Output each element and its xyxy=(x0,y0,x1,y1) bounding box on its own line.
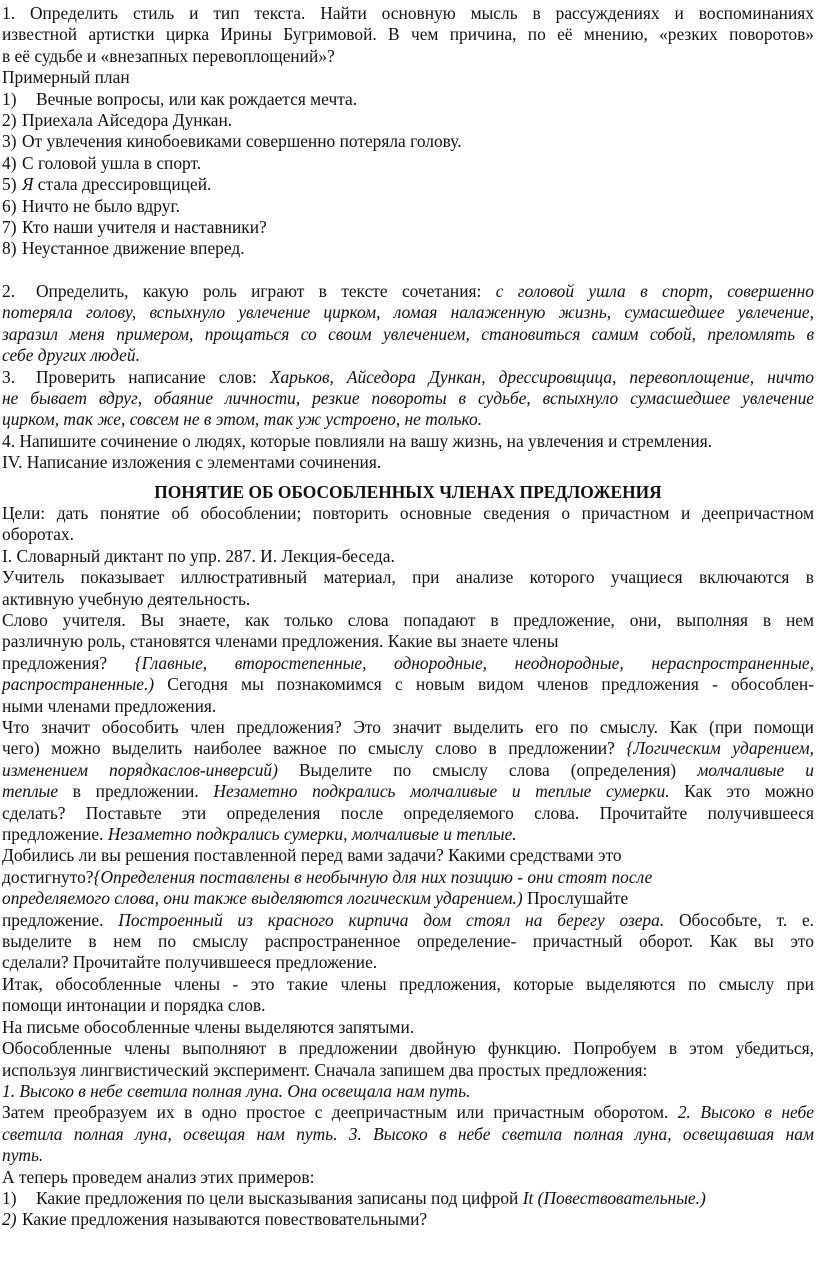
spacer xyxy=(2,260,814,281)
task-2-line: потеряла голову, вспыхнуло увлечение цирком, ломая налаженную жизнь, сумасшедшее увлечение, xyxy=(2,302,814,323)
plan-number: 1) xyxy=(2,88,17,109)
task-3-line: не бывает вдруг, обаяние личности, резкие повороты в судьбе, вспыхнуло сумасшедшее увлечение xyxy=(2,387,814,408)
lesson-step: I. Словарный диктант по упр. 287. И. Лекция-беседа. xyxy=(2,545,395,566)
body-line: Итак, обособленные члены - это такие члены предложения, которые выделяются по смыслу при xyxy=(2,973,814,994)
body-text: Прослушайте xyxy=(522,888,629,909)
body-text-italic: {Главные, второстепенные, однородные, неоднородные, нераспространенные, xyxy=(134,652,814,673)
body-text-italic: Незаметно подкрались сумерки, молчаливые и теплые. xyxy=(107,824,517,845)
plan-text: Вечные вопросы, или как рождается мечта. xyxy=(36,88,358,109)
body-line xyxy=(2,824,814,845)
body-text-italic: Построенный из красного кирпича дом стоял на берегу озера. xyxy=(118,909,665,930)
plan-number: 7) xyxy=(2,217,17,238)
body-line: Учитель показывает иллюстративный материал, при анализе которого учащиеся включаются в xyxy=(2,567,814,588)
body-text-italic: изменением порядкаслов-инверсий) xyxy=(2,759,278,780)
section-title: ПОНЯТИЕ ОБ ОБОСОБЛЕННЫХ ЧЛЕНАХ ПРЕДЛОЖЕНИЯ xyxy=(154,481,662,502)
task-1-line: известной артистки цирка Ирины Бугримовой. В чем причина, по её мнению, «резких поворотов» xyxy=(2,24,814,45)
plan-item xyxy=(2,110,814,131)
body-line: различную роль, становятся членами предложения. Какие вы знаете члены xyxy=(2,631,559,652)
body-line: Обособленные члены выполняют в предложении двойную функцию. Попробуем в этом убедиться, xyxy=(2,1038,814,1059)
goals-line: Цели: дать понятие об обособлении; повторить основные сведения о причастном и деепричастном xyxy=(2,502,814,523)
example-line: 1. Высоко в небе светила полная луна. Она освещала нам путь. xyxy=(2,1080,471,1101)
body-line xyxy=(2,1102,814,1123)
body-text-italic: {Определения поставлены в необычную для них позицию - они стоят после xyxy=(93,866,653,887)
question-text-italic: It (Повествовательные.) xyxy=(522,1187,706,1208)
plan-item xyxy=(2,217,814,238)
task-number: 2. xyxy=(2,280,16,301)
body-text: предложение. xyxy=(2,824,108,845)
plan-text: Приехала Айседора Дункан. xyxy=(22,110,233,131)
plan-item xyxy=(2,153,814,174)
plan-item xyxy=(2,131,814,152)
body-line: Что значит обособить член предложения? Это значит выделить его по смыслу. Как (при помощи xyxy=(2,717,814,737)
example-line: путь. xyxy=(2,1145,44,1166)
plan-number: 8) xyxy=(2,238,17,259)
question-number: 2) xyxy=(2,1209,17,1230)
task-2-line: заразил меня примером, прощаться со своим увлечением, становиться самим собой, преломлять в xyxy=(2,323,814,344)
body-line xyxy=(2,738,814,759)
question-item xyxy=(2,1188,814,1209)
body-line xyxy=(2,674,814,695)
plan-text: Ничто не было вдруг. xyxy=(22,195,180,216)
plan-number: 3) xyxy=(2,131,17,152)
plan-text: С головой ушла в спорт. xyxy=(22,152,202,173)
task-number: 3. xyxy=(2,366,16,387)
task-text: Определить, какую роль играют в тексте сочетания: xyxy=(36,280,496,301)
plan-number: 2) xyxy=(2,110,17,131)
question-number: 1) xyxy=(2,1187,17,1208)
body-text: достигнуто? xyxy=(2,866,94,887)
plan-heading: Примерный план xyxy=(2,67,130,88)
body-text: Сегодня мы познакомимся с новым видом членов предложения - обособлен- xyxy=(154,674,814,695)
plan-item xyxy=(2,238,814,259)
task-2-line: себе других людей. xyxy=(2,345,140,366)
body-text-italic: определяемого слова, они также выделяются логическим ударением.) xyxy=(2,888,523,909)
plan-text: стала дрессировщицей. xyxy=(33,174,212,195)
body-text: чего) можно выделить наиболее важное по смыслу слово в предложении? xyxy=(2,738,627,759)
plan-text: От увлечения кинобоевиками совершенно потеряла голову. xyxy=(22,131,462,152)
body-text: Затем преобразуем их в одно простое с деепричастным или причастным оборотом. xyxy=(2,1102,678,1123)
body-line xyxy=(2,760,814,781)
body-text: Выделите по смыслу слова (определения) xyxy=(277,759,698,780)
task-1-line: в её судьбе и «внезапных перевоплощений»? xyxy=(2,45,335,66)
body-line: Слово учителя. Вы знаете, как только слова попадают в предложение, они, выполняя в нем xyxy=(2,609,814,630)
body-text-italic: Незаметно подкрались молчаливые и теплые сумерки. xyxy=(213,781,670,802)
body-line: помощи интонации и порядка слов. xyxy=(2,995,266,1016)
body-line: А теперь проведем анализ этих примеров: xyxy=(2,1166,315,1187)
task-text-italic: с головой ушла в спорт, совершенно xyxy=(495,280,815,301)
body-line: выделите в нем по смыслу распространенное определение- причастный оборот. Как вы это xyxy=(2,931,814,952)
body-line: сделать? Поставьте эти определения после определяемого слова. Прочитайте получившееся xyxy=(2,802,814,823)
plan-item xyxy=(2,196,814,217)
body-text: предложение. xyxy=(2,909,119,930)
task-3-line xyxy=(2,367,814,388)
question-text: Какие предложения по цели высказывания записаны под цифрой xyxy=(36,1187,523,1208)
body-text-italic: молчаливые и xyxy=(697,759,814,780)
body-text-italic: {Логическим ударением, xyxy=(626,738,814,759)
plan-text: Кто наши учителя и наставники? xyxy=(22,217,267,238)
body-text: Обособьте, т. е. xyxy=(664,909,815,930)
body-text-italic: теплые xyxy=(2,781,59,802)
body-line: используя лингвистический эксперимент. Сначала запишем два простых предложения: xyxy=(2,1059,648,1080)
body-text-italic: распространенные.) xyxy=(2,674,155,695)
plan-number: 5) xyxy=(2,174,17,195)
body-line xyxy=(2,910,814,931)
body-line: активную учебную деятельность. xyxy=(2,588,251,609)
example-line: светила полная луна, освещая нам путь. 3. Высоко в небе светила полная луна, освещавшая нам xyxy=(2,1123,814,1144)
plan-number: 4) xyxy=(2,152,17,173)
body-line: На письме обособленные члены выделяются запятыми. xyxy=(2,1016,415,1037)
plan-item xyxy=(2,89,814,110)
body-line: Добились ли вы решения поставленной перед вами задачи? Какими средствами это xyxy=(2,845,622,866)
task-1-line: 1. Определить стиль и тип текста. Найти основную мысль в рассуждениях и воспоминаниях xyxy=(2,3,814,23)
task-3-line: цирком, так же, совсем не в этом, так уж устроено, не только. xyxy=(2,409,483,430)
body-line xyxy=(2,888,814,909)
body-text: предложения? xyxy=(2,652,135,673)
plan-text: Неустанное движение вперед. xyxy=(22,238,245,259)
task-text: Проверить написание слов: xyxy=(36,366,270,387)
plan-item xyxy=(2,174,814,195)
goals-line: оборотах. xyxy=(2,524,74,545)
plan-number: 6) xyxy=(2,195,17,216)
question-text: Какие предложения называются повествовательными? xyxy=(22,1209,428,1230)
body-line xyxy=(2,653,814,674)
body-text: в предложении. xyxy=(58,781,214,802)
task-2-line xyxy=(2,281,814,302)
task-iv-line: IV. Написание изложения с элементами сочинения. xyxy=(2,452,382,473)
plan-text-italic: Я xyxy=(22,174,34,195)
body-line: ными членами предложения. xyxy=(2,695,217,716)
body-text-italic: 2. Высоко в небе xyxy=(677,1102,814,1123)
body-line xyxy=(2,867,814,888)
task-4-line: 4. Напишите сочинение о людях, которые повлияли на вашу жизнь, на увлечения и стремления. xyxy=(2,430,713,451)
body-line xyxy=(2,781,814,802)
body-line: сделали? Прочитайте получившееся предложение. xyxy=(2,952,378,973)
body-text: Как это можно xyxy=(669,781,814,802)
question-item xyxy=(2,1209,814,1230)
task-text-italic: Харьков, Айседора Дункан, дрессировщица, перевоплощение, ничто xyxy=(269,366,814,387)
